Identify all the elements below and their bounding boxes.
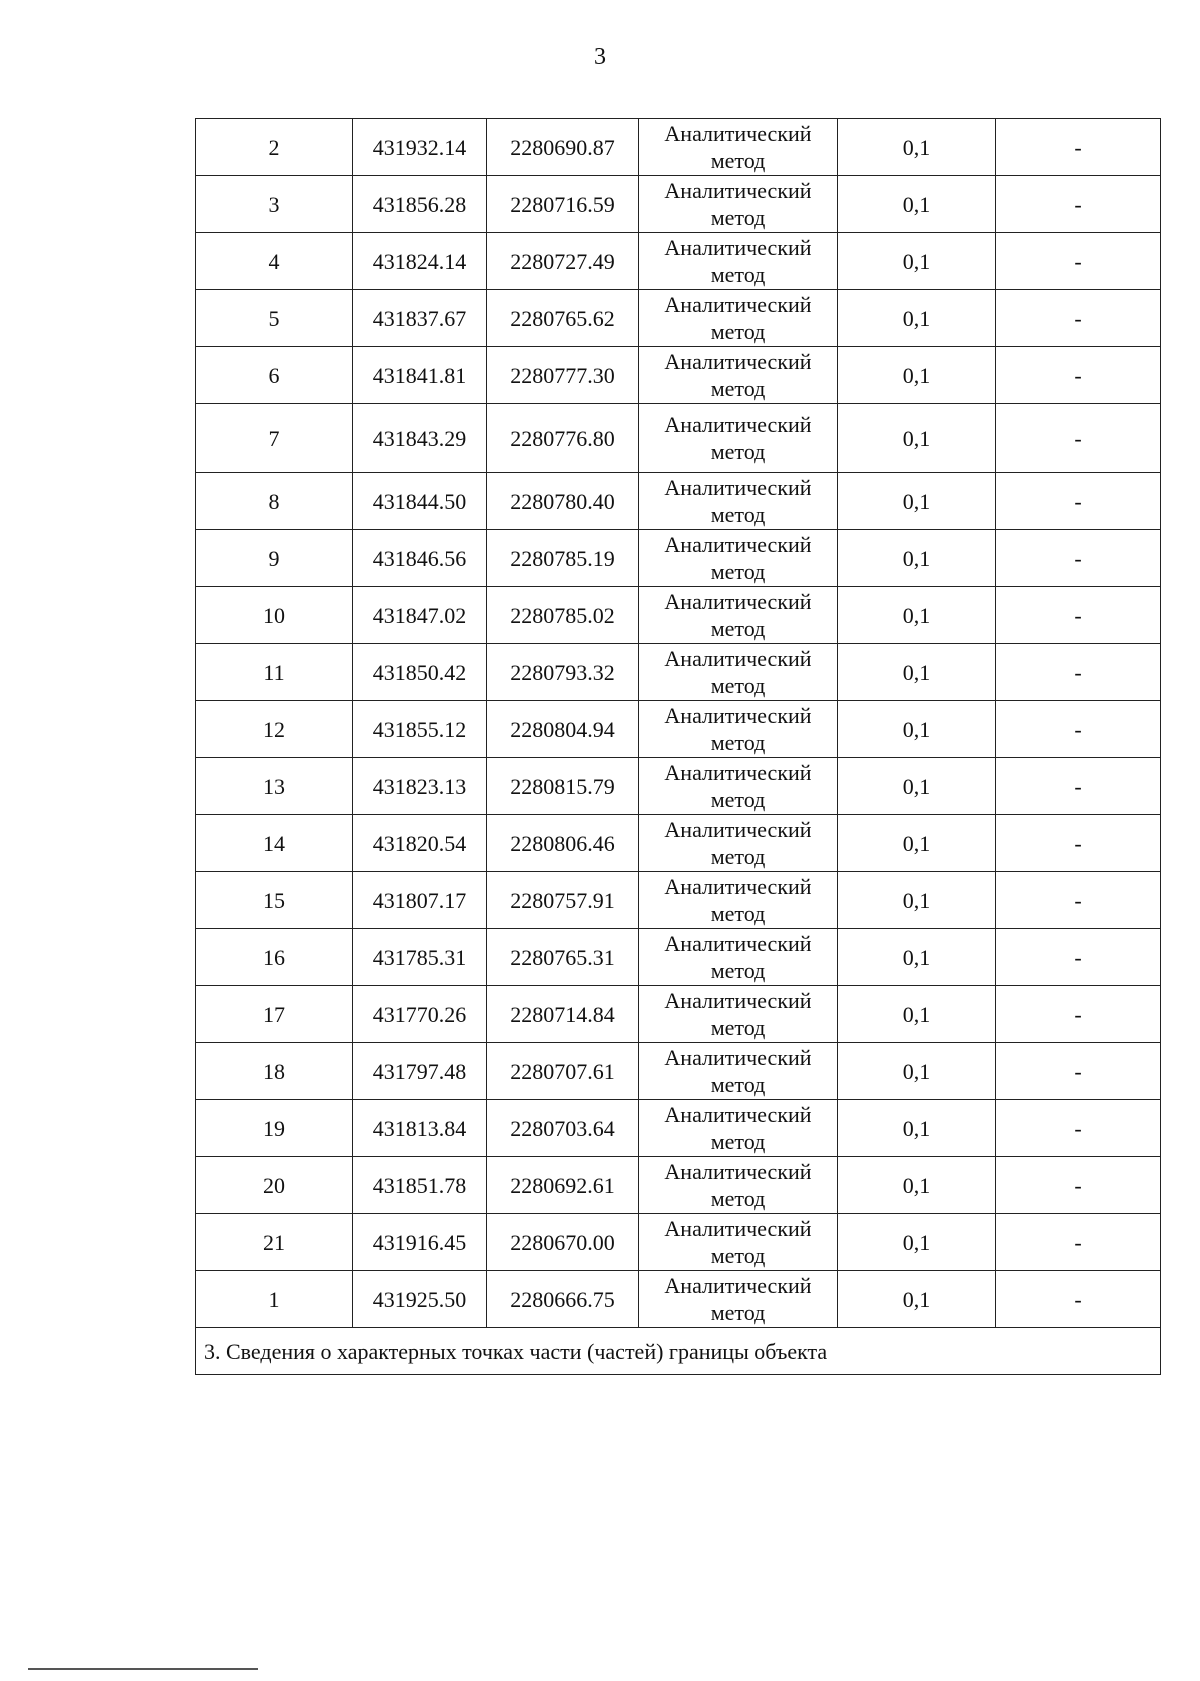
point-number-cell: 8 xyxy=(196,473,353,530)
section-heading: 3. Сведения о характерных точках части (частей) границы объекта xyxy=(196,1328,1161,1375)
precision-cell: 0,1 xyxy=(838,473,996,530)
note-cell: - xyxy=(996,644,1161,701)
note-cell: - xyxy=(996,815,1161,872)
note-cell: - xyxy=(996,1043,1161,1100)
note-cell: - xyxy=(996,1157,1161,1214)
x-coordinate-cell: 431823.13 xyxy=(353,758,487,815)
point-number-cell: 21 xyxy=(196,1214,353,1271)
table-row xyxy=(196,290,1161,347)
table-row xyxy=(196,701,1161,758)
point-number-cell: 17 xyxy=(196,986,353,1043)
y-coordinate-cell: 2280804.94 xyxy=(487,701,639,758)
table-row xyxy=(196,758,1161,815)
table-row xyxy=(196,929,1161,986)
point-number-cell: 19 xyxy=(196,1100,353,1157)
table-row xyxy=(196,587,1161,644)
method-cell: Аналитический метод xyxy=(639,872,838,929)
precision-cell: 0,1 xyxy=(838,1271,996,1328)
point-number-cell: 14 xyxy=(196,815,353,872)
y-coordinate-cell: 2280716.59 xyxy=(487,176,639,233)
note-cell: - xyxy=(996,347,1161,404)
method-cell: Аналитический метод xyxy=(639,986,838,1043)
method-cell: Аналитический метод xyxy=(639,233,838,290)
point-number-cell: 20 xyxy=(196,1157,353,1214)
point-number-cell: 1 xyxy=(196,1271,353,1328)
point-number-cell: 7 xyxy=(196,404,353,473)
x-coordinate-cell: 431846.56 xyxy=(353,530,487,587)
x-coordinate-cell: 431916.45 xyxy=(353,1214,487,1271)
method-cell: Аналитический метод xyxy=(639,404,838,473)
x-coordinate-cell: 431770.26 xyxy=(353,986,487,1043)
precision-cell: 0,1 xyxy=(838,1100,996,1157)
x-coordinate-cell: 431855.12 xyxy=(353,701,487,758)
table-row xyxy=(196,233,1161,290)
method-cell: Аналитический метод xyxy=(639,176,838,233)
point-number-cell: 16 xyxy=(196,929,353,986)
y-coordinate-cell: 2280703.64 xyxy=(487,1100,639,1157)
method-cell: Аналитический метод xyxy=(639,290,838,347)
note-cell: - xyxy=(996,587,1161,644)
x-coordinate-cell: 431785.31 xyxy=(353,929,487,986)
precision-cell: 0,1 xyxy=(838,1214,996,1271)
y-coordinate-cell: 2280714.84 xyxy=(487,986,639,1043)
note-cell: - xyxy=(996,1214,1161,1271)
table-row xyxy=(196,986,1161,1043)
y-coordinate-cell: 2280765.31 xyxy=(487,929,639,986)
y-coordinate-cell: 2280757.91 xyxy=(487,872,639,929)
point-number-cell: 9 xyxy=(196,530,353,587)
precision-cell: 0,1 xyxy=(838,1157,996,1214)
precision-cell: 0,1 xyxy=(838,290,996,347)
method-cell: Аналитический метод xyxy=(639,1043,838,1100)
coordinates-table xyxy=(195,118,1161,1375)
method-cell: Аналитический метод xyxy=(639,530,838,587)
x-coordinate-cell: 431813.84 xyxy=(353,1100,487,1157)
x-coordinate-cell: 431820.54 xyxy=(353,815,487,872)
table-row xyxy=(196,1043,1161,1100)
x-coordinate-cell: 431925.50 xyxy=(353,1271,487,1328)
point-number-cell: 2 xyxy=(196,119,353,176)
method-cell: Аналитический метод xyxy=(639,929,838,986)
y-coordinate-cell: 2280785.02 xyxy=(487,587,639,644)
y-coordinate-cell: 2280666.75 xyxy=(487,1271,639,1328)
method-cell: Аналитический метод xyxy=(639,815,838,872)
x-coordinate-cell: 431837.67 xyxy=(353,290,487,347)
y-coordinate-cell: 2280777.30 xyxy=(487,347,639,404)
table-row xyxy=(196,1100,1161,1157)
method-cell: Аналитический метод xyxy=(639,701,838,758)
table-row xyxy=(196,404,1161,473)
x-coordinate-cell: 431932.14 xyxy=(353,119,487,176)
method-cell: Аналитический метод xyxy=(639,473,838,530)
table-row xyxy=(196,473,1161,530)
footer-row xyxy=(196,1328,1161,1375)
x-coordinate-cell: 431844.50 xyxy=(353,473,487,530)
x-coordinate-cell: 431841.81 xyxy=(353,347,487,404)
note-cell: - xyxy=(996,929,1161,986)
precision-cell: 0,1 xyxy=(838,233,996,290)
note-cell: - xyxy=(996,530,1161,587)
precision-cell: 0,1 xyxy=(838,986,996,1043)
note-cell: - xyxy=(996,473,1161,530)
note-cell: - xyxy=(996,119,1161,176)
precision-cell: 0,1 xyxy=(838,815,996,872)
precision-cell: 0,1 xyxy=(838,758,996,815)
precision-cell: 0,1 xyxy=(838,119,996,176)
note-cell: - xyxy=(996,404,1161,473)
precision-cell: 0,1 xyxy=(838,404,996,473)
x-coordinate-cell: 431843.29 xyxy=(353,404,487,473)
y-coordinate-cell: 2280815.79 xyxy=(487,758,639,815)
note-cell: - xyxy=(996,872,1161,929)
precision-cell: 0,1 xyxy=(838,872,996,929)
point-number-cell: 13 xyxy=(196,758,353,815)
method-cell: Аналитический метод xyxy=(639,1157,838,1214)
y-coordinate-cell: 2280806.46 xyxy=(487,815,639,872)
x-coordinate-cell: 431850.42 xyxy=(353,644,487,701)
table-row xyxy=(196,530,1161,587)
y-coordinate-cell: 2280692.61 xyxy=(487,1157,639,1214)
method-cell: Аналитический метод xyxy=(639,758,838,815)
table-row xyxy=(196,119,1161,176)
precision-cell: 0,1 xyxy=(838,701,996,758)
table-row xyxy=(196,872,1161,929)
y-coordinate-cell: 2280727.49 xyxy=(487,233,639,290)
point-number-cell: 12 xyxy=(196,701,353,758)
y-coordinate-cell: 2280670.00 xyxy=(487,1214,639,1271)
page-number: 3 xyxy=(594,44,606,70)
method-cell: Аналитический метод xyxy=(639,1100,838,1157)
x-coordinate-cell: 431856.28 xyxy=(353,176,487,233)
precision-cell: 0,1 xyxy=(838,1043,996,1100)
method-cell: Аналитический метод xyxy=(639,1214,838,1271)
point-number-cell: 11 xyxy=(196,644,353,701)
point-number-cell: 5 xyxy=(196,290,353,347)
table-row xyxy=(196,1157,1161,1214)
y-coordinate-cell: 2280765.62 xyxy=(487,290,639,347)
note-cell: - xyxy=(996,233,1161,290)
point-number-cell: 10 xyxy=(196,587,353,644)
precision-cell: 0,1 xyxy=(838,347,996,404)
y-coordinate-cell: 2280707.61 xyxy=(487,1043,639,1100)
method-cell: Аналитический метод xyxy=(639,587,838,644)
note-cell: - xyxy=(996,176,1161,233)
table-row xyxy=(196,176,1161,233)
x-coordinate-cell: 431807.17 xyxy=(353,872,487,929)
method-cell: Аналитический метод xyxy=(639,644,838,701)
point-number-cell: 4 xyxy=(196,233,353,290)
method-cell: Аналитический метод xyxy=(639,1271,838,1328)
point-number-cell: 18 xyxy=(196,1043,353,1100)
precision-cell: 0,1 xyxy=(838,929,996,986)
precision-cell: 0,1 xyxy=(838,644,996,701)
table-row xyxy=(196,815,1161,872)
table-row xyxy=(196,1214,1161,1271)
x-coordinate-cell: 431824.14 xyxy=(353,233,487,290)
note-cell: - xyxy=(996,758,1161,815)
footnote-divider xyxy=(28,1668,258,1670)
note-cell: - xyxy=(996,290,1161,347)
note-cell: - xyxy=(996,986,1161,1043)
point-number-cell: 15 xyxy=(196,872,353,929)
x-coordinate-cell: 431851.78 xyxy=(353,1157,487,1214)
point-number-cell: 6 xyxy=(196,347,353,404)
precision-cell: 0,1 xyxy=(838,530,996,587)
note-cell: - xyxy=(996,701,1161,758)
y-coordinate-cell: 2280785.19 xyxy=(487,530,639,587)
precision-cell: 0,1 xyxy=(838,587,996,644)
y-coordinate-cell: 2280780.40 xyxy=(487,473,639,530)
y-coordinate-cell: 2280776.80 xyxy=(487,404,639,473)
precision-cell: 0,1 xyxy=(838,176,996,233)
note-cell: - xyxy=(996,1271,1161,1328)
x-coordinate-cell: 431847.02 xyxy=(353,587,487,644)
x-coordinate-cell: 431797.48 xyxy=(353,1043,487,1100)
table-row xyxy=(196,347,1161,404)
method-cell: Аналитический метод xyxy=(639,119,838,176)
y-coordinate-cell: 2280793.32 xyxy=(487,644,639,701)
y-coordinate-cell: 2280690.87 xyxy=(487,119,639,176)
table-body xyxy=(196,119,1161,1328)
table-row xyxy=(196,1271,1161,1328)
note-cell: - xyxy=(996,1100,1161,1157)
method-cell: Аналитический метод xyxy=(639,347,838,404)
table-row xyxy=(196,644,1161,701)
point-number-cell: 3 xyxy=(196,176,353,233)
